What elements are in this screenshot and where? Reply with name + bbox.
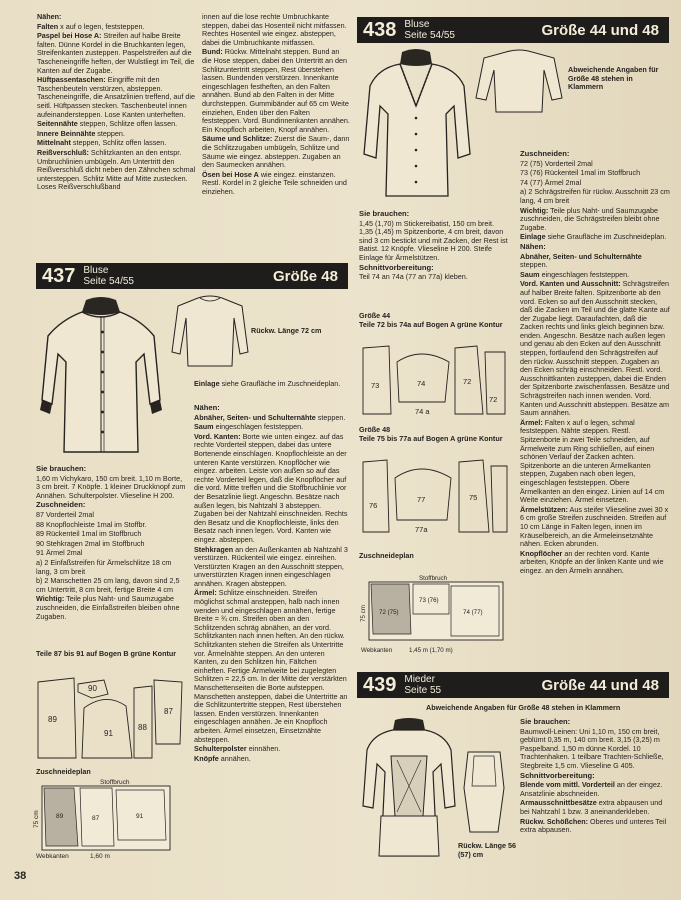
pattern-438-banner — [357, 17, 669, 43]
instruction-lead: Bund: — [202, 47, 223, 57]
section-heading: Schnittvorbereitung: — [359, 262, 434, 272]
instruction-text: steppen. — [95, 128, 125, 138]
instruction-paragraph — [36, 549, 186, 558]
instruction-lead: Einlage — [194, 379, 220, 388]
instruction-text: einnähen. — [246, 744, 281, 754]
fabric-length: 1,60 m — [90, 853, 110, 860]
instruction-paragraph — [194, 414, 348, 423]
instruction-text: Teil 74 an 74a (77 an 77a) kleben. — [359, 272, 468, 282]
instruction-lead: Saum — [520, 269, 540, 279]
instruction-text: 88 Knopflochleiste 1mal im Stoffbr. — [36, 519, 147, 529]
svg-text:76: 76 — [369, 501, 378, 510]
instruction-lead: Knöpfe — [194, 753, 219, 763]
svg-text:74: 74 — [417, 379, 426, 388]
instruction-paragraph — [194, 745, 348, 754]
instruction-text: b) 2 Manschetten 25 cm lang, davon sind 2,5 cm Untertritt, 8 cm breit, fertige Breite 4 cm — [36, 576, 180, 594]
instruction-paragraph — [520, 419, 670, 505]
pattern-number: 439 — [363, 673, 397, 696]
instruction-paragraph — [520, 188, 670, 205]
pattern-437-materials — [36, 465, 186, 622]
instruction-lead: Armausschnittbesätze — [520, 798, 597, 808]
instruction-text: eingeschlagen feststeppen. — [213, 422, 304, 432]
instruction-text: siehe Graufläche im Zuschneideplan. — [219, 379, 341, 388]
instruction-text: 90 Stehkragen 2mal im Stoffbruch — [36, 538, 145, 548]
instruction-text: steppen, Schlitze offen lassen. — [77, 119, 178, 129]
section-heading: Nähen: — [194, 403, 220, 412]
instruction-text: x auf o legen, feststeppen. — [58, 21, 145, 31]
svg-text:73: 73 — [371, 381, 380, 390]
instruction-lead: Wichtig: — [520, 205, 549, 215]
instruction-lead: Saum — [194, 422, 214, 432]
svg-text:90: 90 — [88, 684, 97, 693]
fabric-length: 1,45 m (1,70 m) — [409, 647, 453, 654]
size-note: Abweichende Angaben für Größe 48 stehen in Klammern — [426, 703, 621, 712]
instruction-text: an der eingez. Ansatzlinie abschneiden. — [520, 780, 663, 798]
instruction-paragraph — [520, 207, 670, 233]
instruction-text: 72 (75) Vorderteil 2mal — [520, 158, 593, 168]
instruction-paragraph — [194, 589, 348, 744]
instruction-lead: Säume und Schlitze: — [202, 134, 273, 144]
section-heading: Sie brauchen: — [36, 464, 87, 473]
pattern-title — [404, 19, 455, 41]
pattern-number: 438 — [363, 18, 397, 41]
instruction-text: 91 Ärmel 2mal — [36, 548, 83, 558]
instruction-lead: Stehkragen — [194, 544, 234, 554]
instruction-text: 87 Vorderteil 2mal — [36, 509, 94, 519]
instruction-paragraph — [37, 139, 200, 148]
instruction-text: Eingriffe mit den Taschenbeuteln verstürzen, absteppen. Tascheneingriffe, die Ansatzlinien treffend, auf die seitl. Hüftpassen stecken. Taschenbeutel innen aufeinandersteppen. Lose Kanten unterheften. — [37, 75, 195, 119]
pattern-439-materials — [520, 718, 670, 836]
instruction-text: annähen. — [218, 753, 251, 763]
garment-name: Bluse — [83, 265, 109, 276]
instruction-lead: Einlage — [520, 232, 546, 242]
instruction-paragraph — [37, 13, 200, 22]
instruction-paragraph — [202, 48, 350, 134]
instruction-text: 74 (77) Ärmel 2mal — [520, 177, 582, 187]
instruction-text: an den Außenkanten ab Nahtzahl 3 verstürzen. Rückenteil wie eingez. einreihen. Verstürzten Kragen an den Ausschnitt steppen, unverstürzten Kragen innen eingeschlagen annähen. Kragen absteppen. — [194, 544, 348, 588]
instruction-paragraph — [194, 380, 348, 389]
pattern-437-banner — [36, 263, 348, 289]
pattern-438-size44-pieces — [359, 342, 509, 425]
instruction-paragraph — [194, 433, 348, 545]
instruction-lead: Paspel bei Hose A: — [37, 31, 102, 41]
pattern-438-cutting-plan — [359, 574, 509, 661]
instruction-paragraph — [359, 220, 509, 263]
pattern-437-cutting-plan — [34, 780, 184, 867]
instruction-paragraph — [520, 233, 670, 242]
instruction-text: Zuerst die Saum-, dann die Schlitzzugaben umbügeln, Schlitze und Säume wie eingez. absteppen. Zugaben an den Saumecken annähen. — [202, 134, 350, 170]
pattern-439-banner — [357, 672, 669, 698]
pattern-number: 437 — [42, 264, 76, 287]
piece-label: 72 (75) — [379, 609, 399, 616]
instruction-paragraph — [520, 781, 670, 798]
instruction-paragraph — [36, 577, 186, 594]
instruction-lead: Vord. Kanten: — [194, 431, 241, 441]
instruction-lead: Ärmel: — [194, 588, 217, 598]
fold-label: Stoffbruch — [419, 575, 448, 582]
instruction-lead: Mittelnaht — [37, 138, 71, 148]
instruction-text: Borte wie unten eingez. auf das rechte Vorderteil steppen, dabei das untere Bortenende einschlagen. Knopflochleiste an der unteren Kante verstürzen. Knopflöcher wie eingez. arbeiten. Leiste von außen so auf das rechte Vorderteil legen, daß die Knopflöcher auf die vord. Mitte treffen und die Stoffbruchlinie vor der Besatzlinie liegt. Angeschn. Besätze nach außen legen, bis Nahtzahl 3 absteppen. Zugaben bei der Nahtzahl einschneiden. Rechts den Besatz und die Knopflochleiste, links den Besatz nach innen legen. Vord. Kanten wie eingez. absteppen. — [194, 431, 348, 544]
instruction-lead: Blende vom mittl. Vorderteil — [520, 780, 615, 790]
instruction-text: Oberes und unteres Teil extra abpausen. — [520, 816, 667, 835]
section-heading: Sie brauchen: — [520, 717, 571, 726]
page-ref: Seite 54/55 — [83, 276, 134, 287]
pattern-title — [404, 674, 441, 696]
instruction-paragraph — [37, 130, 200, 139]
instruction-text: steppen. — [520, 260, 548, 270]
instruction-lead: Knopflöcher — [520, 548, 563, 558]
instruction-paragraph — [520, 506, 670, 549]
blouse-437-back-flat — [170, 292, 250, 377]
pattern-437-pieces — [34, 674, 184, 767]
piece-label: 73 (76) — [419, 597, 439, 604]
garment-name: Bluse — [404, 19, 430, 30]
size-note: Abweichende Angaben für Größe 48 stehen in Klammern — [568, 65, 659, 92]
instruction-lead: Schulterpolster — [194, 744, 247, 754]
pattern-438-materials — [359, 210, 509, 283]
instruction-text: 89 Rückenteil 1mal im Stoffbruch — [36, 529, 142, 539]
bodice-439-back-flat — [458, 748, 510, 841]
instruction-paragraph — [37, 120, 200, 129]
pattern-438-size48-ref: Größe 48 Teile 75 bis 77a auf Bogen A grüne Kontur — [359, 425, 503, 443]
instruction-paragraph — [520, 818, 670, 835]
svg-text:91: 91 — [104, 729, 113, 738]
instruction-paragraph — [36, 521, 186, 530]
instruction-paragraph — [36, 511, 186, 520]
selvedge-label: Webkanten — [36, 853, 69, 860]
instruction-paragraph — [194, 423, 348, 432]
instruction-paragraph — [520, 728, 670, 771]
blouse-437-front-sketch — [36, 292, 166, 465]
instruction-text: extra abpausen und bei Nahtzahl 1 bzw. 3 aneinanderkleben. — [520, 798, 663, 816]
instruction-paragraph — [520, 550, 670, 576]
instruction-lead: Falten — [37, 21, 59, 31]
instruction-lead: Ärmelstützen: — [520, 504, 568, 514]
instruction-paragraph — [520, 280, 670, 418]
instruction-lead: Abnäher, Seiten- und Schulternähte — [520, 251, 642, 261]
instruction-paragraph — [202, 13, 350, 47]
instruction-text: 73 (76) Rückenteil 1mal im Stoffbruch — [520, 168, 641, 178]
bodice-439-front-sketch — [359, 716, 459, 871]
sewing-instructions-cont-b — [202, 13, 350, 197]
instruction-paragraph — [36, 540, 186, 549]
svg-text:72: 72 — [489, 395, 498, 404]
size-label: Größe 48 — [272, 267, 338, 285]
instruction-lead: Seitennähte — [37, 119, 78, 129]
instruction-paragraph — [37, 23, 200, 32]
sewing-instructions-cont-a — [37, 13, 200, 193]
instruction-text: Baumwoll-Leinen: Uni 1,10 m, 150 cm breit, geblümt 0,35 m, 140 cm breit. 3,15 (3,25) m Paspelband. 1,50 m dünne Kordel. 10 Trachtenhaken. 1 teilbare Trachten-Schließe, Stegbreite 1,5 cm. Vlieseline G 405. — [520, 726, 664, 770]
instruction-text: steppen. — [315, 412, 346, 422]
cutting-plan-title: Zuschneideplan — [36, 767, 91, 776]
section-heading: Schnittvorbereitung: — [520, 770, 595, 780]
cutting-plan-title: Zuschneideplan — [359, 551, 414, 560]
instruction-lead: Reißverschluß: — [37, 147, 89, 157]
instruction-text: an der rechten vord. Kante arbeiten, Knöpfe an der linken Kante und wie eingez. an den Ärmeln annähen. — [520, 548, 664, 575]
instruction-lead: Innere Beinnähte — [37, 128, 96, 138]
svg-text:87: 87 — [92, 815, 100, 822]
svg-text:91: 91 — [136, 813, 144, 820]
instruction-paragraph — [36, 475, 186, 501]
instruction-text: a) 2 Schrägstreifen für rückw. Ausschnitt 23 cm lang, 4 cm breit — [520, 187, 670, 205]
instruction-paragraph — [359, 273, 509, 282]
blouse-438-front-sketch — [360, 46, 472, 211]
garment-name: Mieder — [404, 674, 435, 685]
svg-text:77: 77 — [417, 495, 426, 504]
page-ref: Seite 55 — [404, 685, 442, 696]
instruction-text: Streifen auf halbe Breite falten. Dünne Kordel in die Bruchkanten legen, Streifenkanten zusteppen. Paspelstreifen auf die Tascheneingriffe heften, der Wulstliegt im Teil, die Kanten auf der Zugabe. — [37, 31, 195, 75]
instruction-lead: Nähen: — [37, 12, 62, 21]
fabric-width: 75 cm — [33, 810, 40, 828]
section-heading: Sie brauchen: — [359, 209, 410, 218]
pattern-438-sewing — [520, 150, 670, 577]
instruction-text: Schlitzkanten an den entspr. Umbruchlinien umbügeln. Am Untertritt den Reißverschluß dicht neben den Zähnchen schmal untersteppen. Schlitz Mitte auf Mitte zustecken. Loses Reißverschlußband — [37, 147, 196, 192]
instruction-text: Schlitze einschneiden. Streifen möglichst schmal ansteppen, halb nach innen wenden und eingeschlagen annähen, fertige Breite = ¾ cm. Streifen oben an den Schlitzenden schräg abnähen, an der vord. Schlitzkanten nach innen heften. An den rückw. Schlitzkanten stehen die Streifen als Untertritte vor. Ärmelnähte steppen. An den unteren Kanten, zu den Schlitzen hin, Fältchen einheften. Fertige Ärmelweite bei zugelegten Schlitzen = 22,5 cm. In der Mitte der verstärkten Manschettenseiten die Borte aufsteppen. Manschetten ansteppen, dabei die Untertritte an die Schlitzuntertritte steppen, Rest überstehen lassen. Enden verstürzen. Innenkanten eingeschlagen annähen. Je ein Knopfloch arbeiten. Ärmel einsetzen, Einsetznähte absteppen. — [194, 588, 348, 744]
instruction-lead: Abnäher, Seiten- und Schulternähte — [194, 412, 316, 422]
instruction-paragraph — [37, 149, 200, 192]
svg-text:89: 89 — [48, 715, 57, 724]
instruction-lead: Hüftpassentaschen: — [37, 75, 106, 85]
instruction-text: Teile plus Naht- und Saumzugabe zuschneiden, die Einfaßstreifen bleiben ohne Zugaben. — [36, 594, 180, 621]
pattern-437-sheet-ref: Teile 87 bis 91 auf Bogen B grüne Kontur — [36, 649, 177, 658]
instruction-text: Teile plus Naht- und Saumzugabe zuschneiden, die Schrägstreifen bleibt ohne Zugabe. — [520, 205, 660, 232]
blouse-438-back-flat — [474, 46, 564, 121]
instruction-text: steppen, Schlitz offen lassen. — [70, 138, 167, 148]
pattern-438-size48-pieces — [359, 456, 509, 543]
pattern-437-sewing — [194, 404, 348, 764]
instruction-text: eingeschlagen feststeppen. — [539, 269, 630, 279]
instruction-paragraph — [202, 135, 350, 169]
instruction-lead: Vord. Kanten und Ausschnitt: — [520, 279, 621, 289]
page-number: 38 — [14, 870, 27, 882]
instruction-paragraph — [37, 32, 200, 75]
instruction-paragraph — [37, 76, 200, 119]
page-ref: Seite 54/55 — [404, 30, 455, 41]
instruction-text: a) 2 Einfaßstreifen für Ärmelschlitze 18 cm lang, 3 cm breit — [36, 557, 172, 576]
svg-text:77a: 77a — [415, 525, 428, 534]
instruction-lead: Ösen bei Hose A — [202, 169, 259, 179]
instruction-text: 1,45 (1,70) m Stickereibatist, 150 cm breit. 1,35 (1,45) m Spitzenborte, 4 cm breit, davon sind 3 cm bestickt und mit Zacken, der Rest ist Batist. 12 Knöpfe. Vlieseline H 200. Steife Einlage für Ärmelstützen. — [359, 218, 508, 262]
svg-text:88: 88 — [138, 723, 147, 732]
instruction-paragraph — [520, 271, 670, 280]
instruction-lead: Wichtig: — [36, 594, 65, 604]
instruction-paragraph — [520, 253, 670, 270]
instruction-paragraph — [520, 169, 670, 178]
pattern-title — [83, 265, 134, 287]
instruction-lead: Ärmel: — [520, 417, 543, 427]
section-heading: Zuschneiden: — [36, 500, 86, 510]
instruction-text: Rückw. Mittelnaht steppen. Bund an die Hose steppen, dabei den Untertritt an den Schlitzuntertritt steppen, Rest überstehen lassen. Bundenden verstürzen. Innenkante eingeschlagen festheften, an den Falten annähen. Bund ab den Falten in der Mitte durchsteppen. Gummibänder auf 65 cm Weite einziehen, Enden über den Falten feststeppen. Vord. Bundinnenkanten annähen. Ein Knopfloch arbeiten, Knopf annähen. — [202, 47, 350, 134]
instruction-paragraph — [36, 530, 186, 539]
svg-text:74 a: 74 a — [415, 407, 430, 416]
fold-label: Stoffbruch — [100, 779, 130, 786]
instruction-paragraph — [194, 546, 348, 589]
instruction-text: Aus steifer Vlieseline zwei 30 x 6 cm große Streifen zuschneiden. Streifen auf 10 cm Länge in Falten legen, innen im Kräuselbereich, an die Ärmeleinsetznähte nähen. Ecken abrunden. — [520, 504, 669, 549]
instruction-text: innen auf die lose rechte Umbruchkante steppen, dabei das Hosenteil nicht mitfassen. Rechtes Hosenteil wie eingez. absteppen, dabei die Umbruchkante mitfassen. — [202, 12, 347, 47]
svg-text:89: 89 — [56, 813, 64, 820]
instruction-paragraph — [202, 171, 350, 197]
svg-text:72: 72 — [463, 377, 472, 386]
svg-text:75: 75 — [469, 493, 478, 502]
instruction-paragraph — [520, 799, 670, 816]
instruction-text: siehe Graufläche im Zuschneideplan. — [545, 232, 667, 242]
back-length-note: Rückw. Länge 56 (57) cm — [458, 841, 517, 859]
fabric-width: 75 cm — [360, 605, 367, 622]
selvedge-label: Webkanten — [361, 647, 393, 654]
svg-text:87: 87 — [164, 707, 173, 716]
instruction-text: wie eingez. einstanzen. Restl. Kordel in 2 gleiche Teile schneiden und einziehen. — [202, 169, 347, 196]
instruction-paragraph — [36, 559, 186, 576]
instruction-paragraph — [520, 160, 670, 169]
instruction-text: Falten x auf o legen, schmal feststeppen. Nähte steppen. Restl. Spitzenborte in zwei Teile schneiden, auf Ärmelweite zum Ring schließen, auf einen schönen Verlauf der Zacken achten. Spitzenborte an die unteren Ärmelkanten steppen, Zugaben nach oben legen, eingeschlagen feststeppen. Obere Ärmelkanten an den eingez. Linien auf 14 cm Weite einziehen. Ärmel einsetzen. — [520, 417, 665, 505]
instruction-text: 1,60 m Vichykaro, 150 cm breit. 1,10 m Borte, 3 cm breit. 7 Knöpfe. 1 kleiner Druckknopf zum Annähen. Schulterpolster. Vlieseline H 200. — [36, 473, 186, 500]
instruction-text: Schrägstreifen auf halber Breite falten. Spitzenborte ab den vord. Ecken so auf den Ausschnitt stecken, daß die Zacken im Teil und die glatte Kante auf der Zugabe liegt. Daraufachten, daß die Zacken rechts und links gleich beginnen bzw. enden. Angeschn. Besätze nach außen legen und genau ab den Ecken auf den Ausschnitt steppen, fortlaufend den Schrägstreifen auf den rückw. Ausschnitt steppen. Zugaben an den Ecken schräg einschneiden. Restl. vord. Ausschnittkanten zusteppen, dabei die Enden der Spitzenborte zwischenfassen. Besätze und Schrägstreifen nach innen wenden. Vord. Kanten und Ausschnitt absteppen. Besätze am Saum annähen. — [520, 279, 670, 418]
instruction-paragraph — [36, 595, 186, 621]
piece-label: 74 (77) — [463, 609, 483, 616]
pattern-438-size44-ref: Größe 44 Teile 72 bis 74a auf Bogen A grüne Kontur — [359, 311, 503, 329]
instruction-lead: Rückw. Schößchen: — [520, 816, 589, 826]
back-length-note: Rückw. Länge 72 cm — [251, 326, 322, 335]
size-label: Größe 44 und 48 — [541, 21, 659, 39]
section-heading: Nähen: — [520, 241, 546, 251]
section-heading: Zuschneiden: — [520, 149, 570, 158]
interfacing-note — [194, 380, 348, 390]
instruction-paragraph — [520, 179, 670, 188]
instruction-paragraph — [194, 755, 348, 764]
size-label: Größe 44 und 48 — [541, 676, 659, 694]
